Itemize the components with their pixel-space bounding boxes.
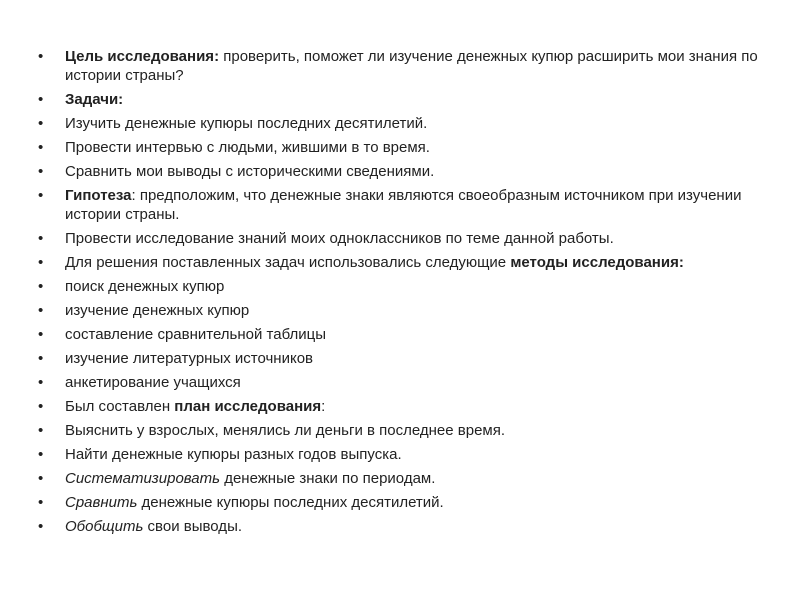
list-item-text: Сравнить [65,494,138,511]
list-item-text: Сравнить мои выводы с историческими сведениями. [65,163,435,180]
list-item-text: : [321,398,326,415]
list-item-text: Изучить денежные купюры последних десятилетий. [65,115,428,132]
list-item-text: анкетирование учащихся [65,374,241,391]
bullet-list [38,47,760,536]
list-item-text: составление сравнительной таблицы [65,326,327,343]
list-item-text: Для решения поставленных задач использовались следующие [65,254,511,271]
list-item-text: поиск денежных купюр [65,278,225,295]
list-item [38,301,760,320]
list-item-text: Задачи: [65,91,124,108]
list-item-text: денежные знаки по периодам. [220,470,436,487]
list-item-text: Обобщить [65,518,144,535]
list-item-text: свои выводы. [143,518,243,535]
list-item [38,493,760,512]
list-item-text: Был составлен [65,398,175,415]
list-item-text: Гипотеза [65,187,132,204]
list-item [38,445,760,464]
list-item-text: Выяснить у взрослых, менялись ли деньги в последнее время. [65,422,506,439]
list-item-text: изучение денежных купюр [65,302,250,319]
list-item-text: Цель исследования: [65,48,220,65]
list-item-text: Систематизировать [65,470,221,487]
list-item-text: методы исследования: [510,254,684,271]
list-item-text: Найти денежные купюры разных годов выпуска. [65,446,402,463]
list-item [38,277,760,296]
list-item [38,90,760,109]
list-item-text: изучение литературных источников [65,350,314,367]
list-item [38,138,760,157]
list-item [38,325,760,344]
list-item [38,349,760,368]
list-item [38,421,760,440]
list-item [38,229,760,248]
list-item-text: план исследования [174,398,322,415]
list-item [38,397,760,416]
list-item-text: : предположим, что денежные знаки являются своеобразным источником при изучении истории страны. [65,187,742,223]
list-item [38,162,760,181]
list-item-text: Провести интервью с людьми, жившими в то время. [65,139,430,156]
list-item [38,469,760,488]
list-item [38,114,760,133]
list-item-text: денежные купюры последних десятилетий. [137,494,444,511]
list-item-text: Провести исследование знаний моих одноклассников по теме данной работы. [65,230,614,247]
list-item-text: проверить, поможет ли изучение денежных купюр расширить мои знания по истории страны? [65,48,758,84]
list-item [38,373,760,392]
list-item [38,186,760,224]
list-item [38,517,760,536]
list-item [38,47,760,85]
list-item [38,253,760,272]
